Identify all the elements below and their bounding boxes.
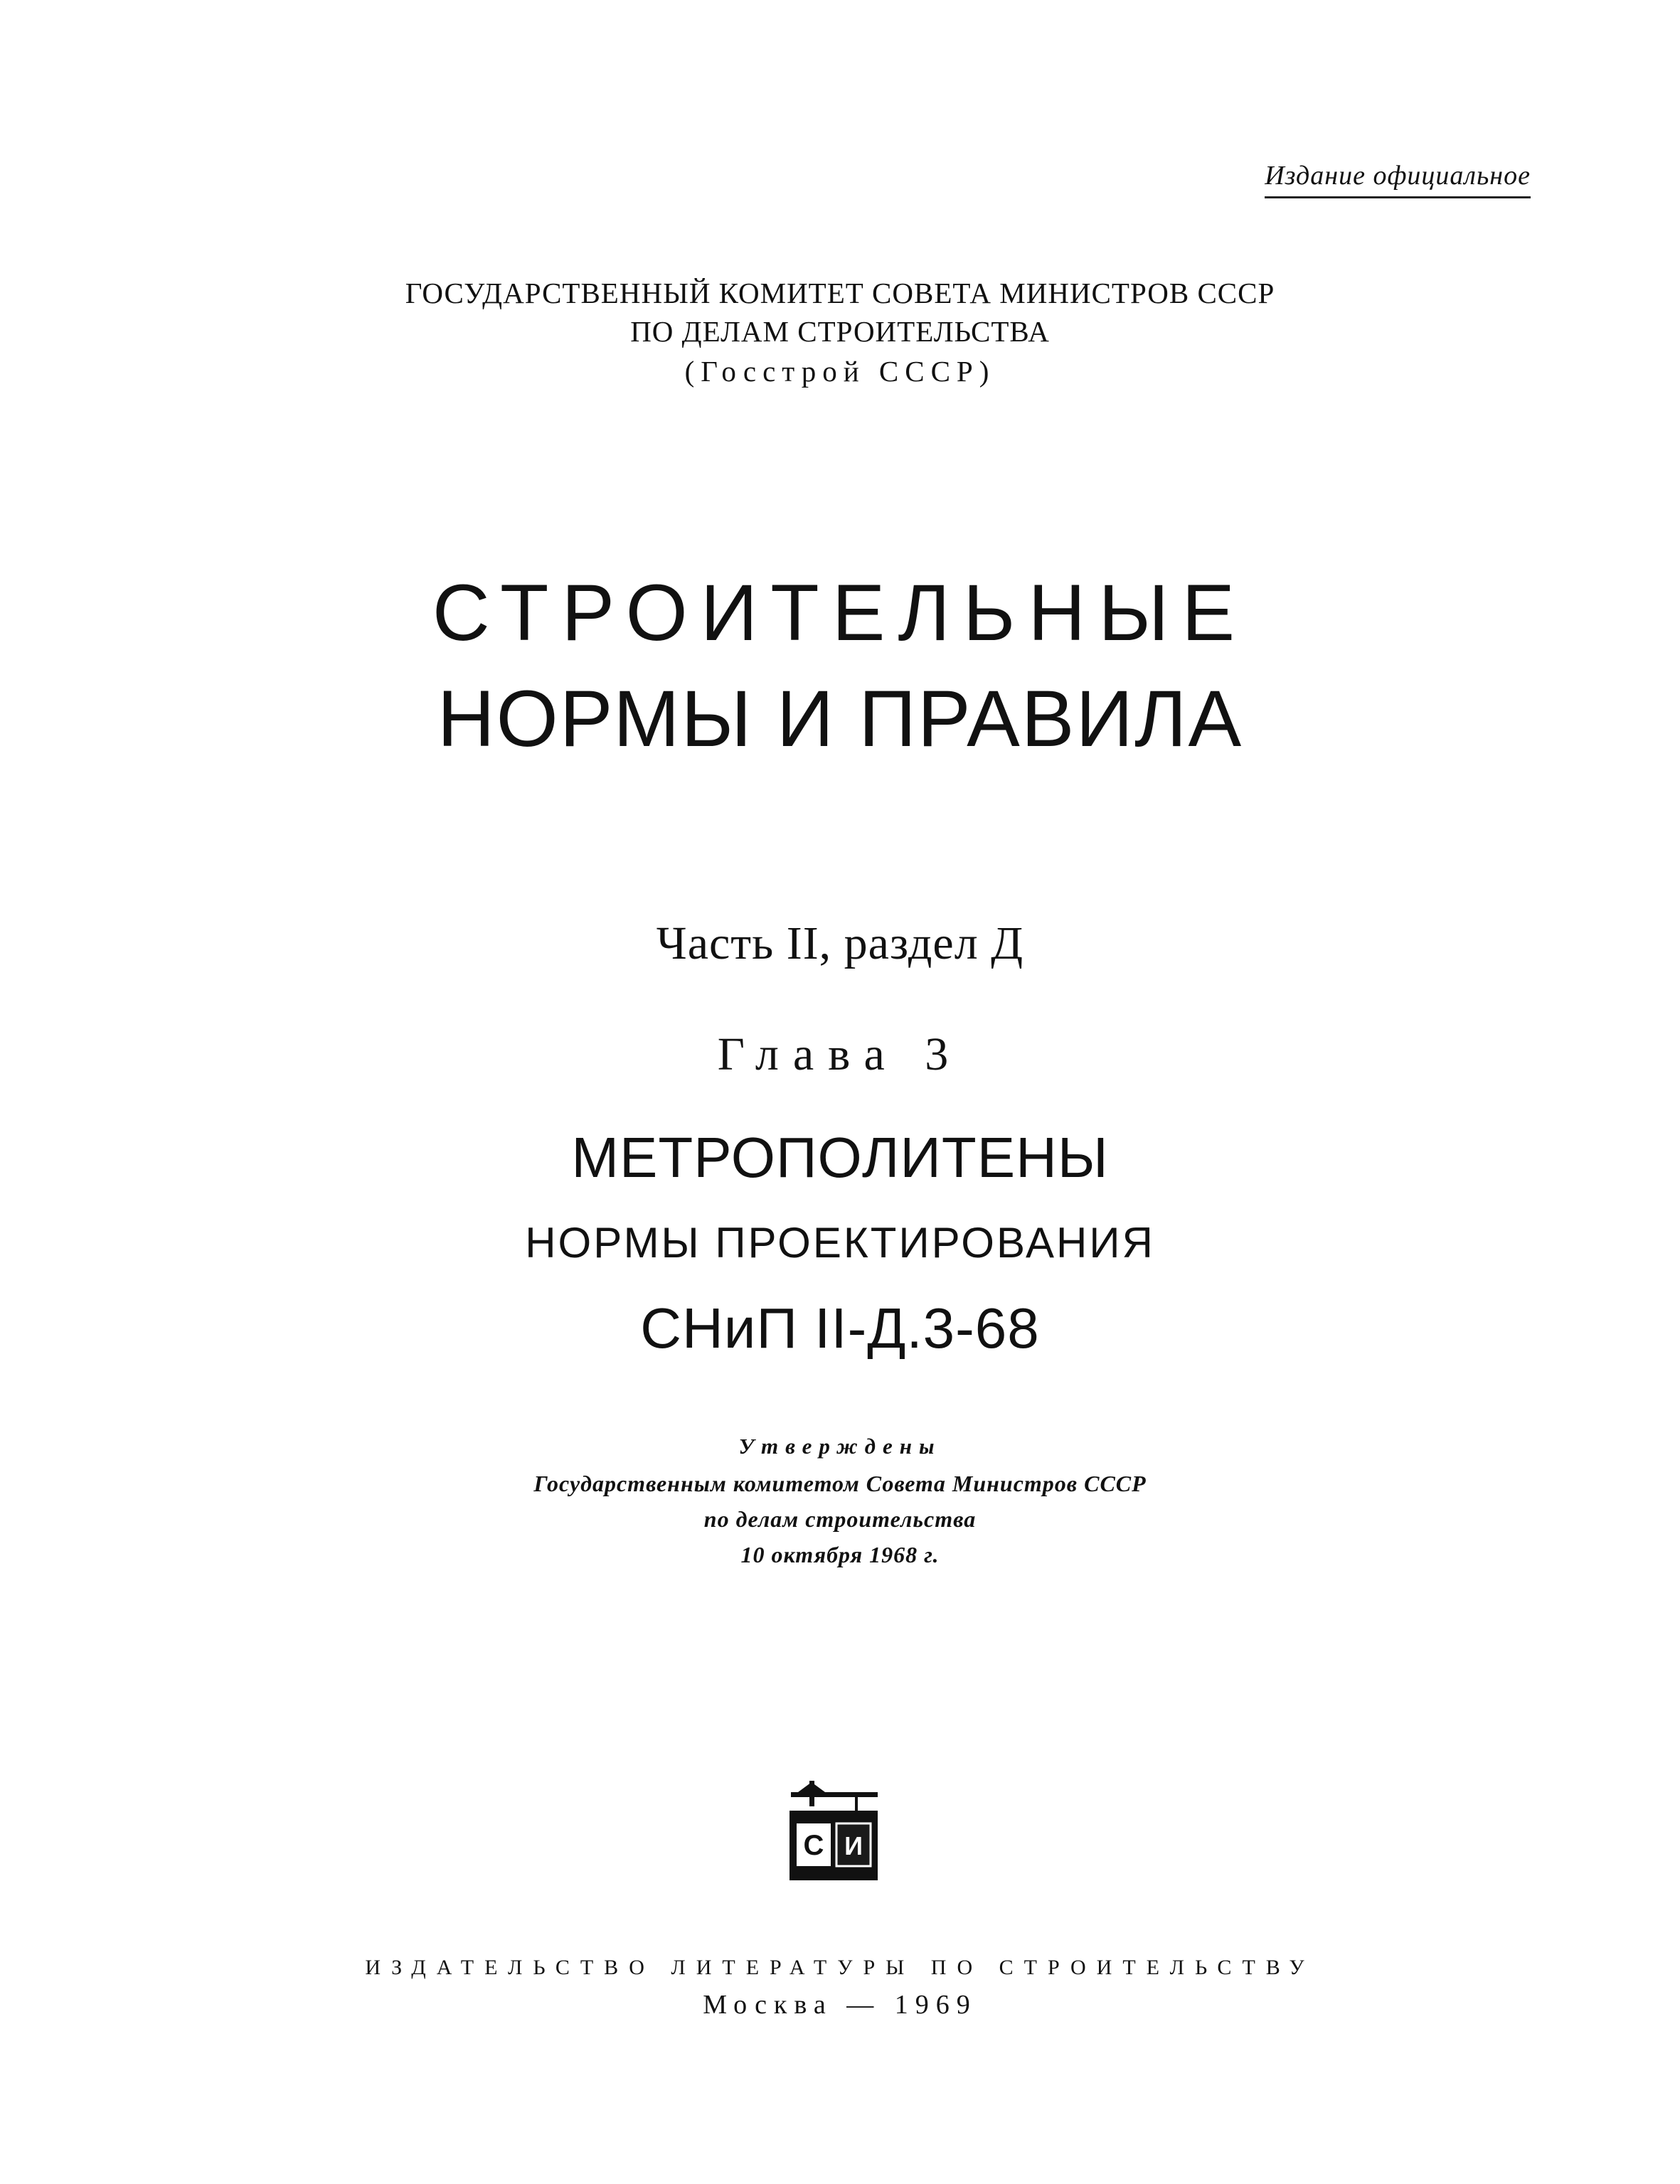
document-title: МЕТРОПОЛИТЕНЫ bbox=[571, 1126, 1109, 1189]
approval-line-1: Государственным комитетом Совета Министров СССР bbox=[533, 1471, 1147, 1496]
approval-line-2: по делам строительства bbox=[703, 1506, 977, 1532]
logo-letter-i: И bbox=[844, 1831, 863, 1860]
approval-heading: Утверждены bbox=[738, 1434, 942, 1459]
approval-date: 10 октября 1968 г. bbox=[740, 1542, 940, 1567]
publisher-name: ИЗДАТЕЛЬСТВО ЛИТЕРАТУРЫ ПО СТРОИТЕЛЬСТВУ bbox=[365, 1956, 1315, 1979]
official-edition-label: Издание официальное bbox=[1265, 162, 1531, 198]
publication-place-year: Москва — 1969 bbox=[703, 1990, 977, 2020]
chapter-label: Глава 3 bbox=[717, 1028, 963, 1080]
document-code: СНиП II-Д.3-68 bbox=[640, 1296, 1040, 1360]
main-title-line-2: НОРМЫ И ПРАВИЛА bbox=[437, 674, 1243, 763]
document-subtitle: НОРМЫ ПРОЕКТИРОВАНИЯ bbox=[525, 1219, 1155, 1267]
publisher-logo-icon bbox=[781, 1778, 888, 1885]
logo-letter-s: С bbox=[803, 1830, 824, 1861]
issuer-line-3: (Госстрой СССР) bbox=[684, 355, 996, 388]
main-title-line-1: СТРОИТЕЛЬНЫЕ bbox=[432, 568, 1248, 657]
part-section-label: Часть II, раздел Д bbox=[656, 917, 1024, 969]
issuer-line-1: ГОСУДАРСТВЕННЫЙ КОМИТЕТ СОВЕТА МИНИСТРОВ СССР bbox=[405, 277, 1275, 309]
issuer-line-2: ПО ДЕЛАМ СТРОИТЕЛЬСТВА bbox=[630, 315, 1050, 348]
